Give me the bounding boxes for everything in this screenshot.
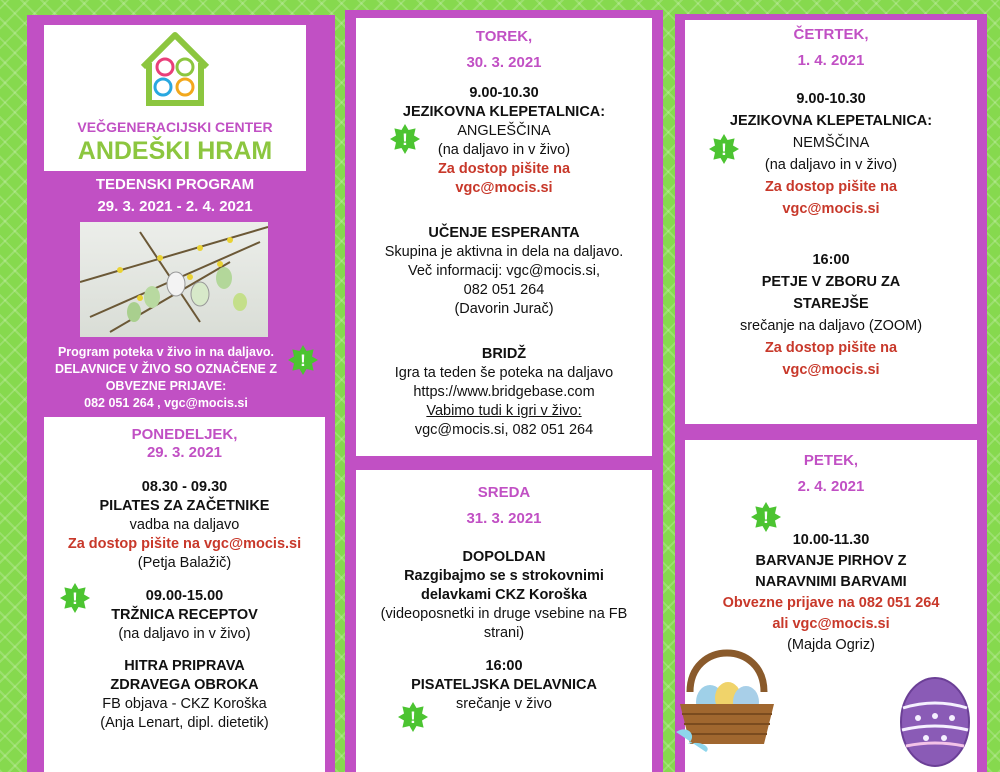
- monday-e3-person: (Anja Lenart, dipl. dietetik): [100, 715, 269, 731]
- monday-card: [44, 417, 325, 772]
- monday-e1-title: PILATES ZA ZAČETNIKE: [99, 498, 270, 514]
- notice-line4: 082 051 264 , vgc@mocis.si: [84, 396, 248, 410]
- house-logo-icon: [135, 29, 215, 109]
- tuesday-e3-line3: Vabimo tudi k igri v živo:: [426, 403, 582, 419]
- monday-e3-title1: HITRA PRIPRAVA: [124, 658, 245, 674]
- friday-date: 2. 4. 2021: [797, 478, 865, 495]
- svg-text:!: !: [410, 708, 416, 727]
- exclamation-burst-icon: [60, 583, 90, 613]
- thursday-e2-contact1: Za dostop pišite na: [764, 340, 898, 356]
- tuesday-e1-contact1: Za dostop pišite na: [437, 161, 571, 177]
- wednesday-e2-time: 16:00: [485, 658, 523, 674]
- wednesday-e1-title2: Razgibajmo se s strokovnimi: [404, 568, 604, 584]
- thursday-card: [685, 20, 977, 424]
- friday-e1-contact1: Obvezne prijave na 082 051 264: [722, 595, 940, 611]
- thursday-e2-contact2: vgc@mocis.si: [782, 362, 880, 378]
- tuesday-e2-line1: Skupina je aktivna in dela na daljavo.: [384, 244, 624, 260]
- wednesday-e1-desc1: (videoposnetki in druge vsebine na FB: [380, 606, 628, 622]
- tuesday-e3-line1: Igra ta teden še poteka na daljavo: [394, 365, 614, 381]
- monday-e1-desc: vadba na daljavo: [129, 517, 240, 533]
- thursday-e1-desc: (na daljavo in v živo): [764, 157, 898, 173]
- svg-text:!: !: [402, 130, 408, 149]
- thursday-e2-desc: srečanje na daljavo (ZOOM): [739, 318, 923, 334]
- friday-e1-title2: NARAVNIMI BARVAMI: [755, 574, 907, 590]
- svg-text:!: !: [721, 140, 727, 159]
- notice-line2: DELAVNICE V ŽIVO SO OZNAČENE Z: [54, 362, 277, 376]
- friday-e1-time: 10.00-11.30: [792, 532, 870, 548]
- friday-e1-contact2: ali vgc@mocis.si: [772, 616, 890, 632]
- wednesday-e2-title: PISATELJSKA DELAVNICA: [411, 677, 597, 693]
- tuesday-e2-line3: 082 051 264: [463, 282, 545, 298]
- monday-e1-person: (Petja Balažič): [137, 555, 232, 571]
- monday-e3-desc: FB objava - CKZ Koroška: [102, 696, 267, 712]
- thursday-e1-title: JEZIKOVNA KLEPETALNICA:: [729, 113, 933, 129]
- monday-day: PONEDELJEK,: [131, 426, 238, 443]
- tuesday-e1-lang: ANGLEŠČINA: [457, 123, 551, 139]
- thursday-e2-time: 16:00: [812, 252, 850, 268]
- program-dates: 29. 3. 2021 - 2. 4. 2021: [97, 198, 253, 215]
- easter-basket-icon: [672, 632, 782, 752]
- thursday-e2-title2: STAREJŠE: [793, 296, 869, 312]
- tuesday-e3-line2: https://www.bridgebase.com: [413, 384, 595, 400]
- thursday-e1-time: 9.00-10.30: [796, 91, 866, 107]
- tuesday-e1-contact2: vgc@mocis.si: [455, 180, 553, 196]
- monday-e2-desc: (na daljavo in v živo): [118, 626, 251, 642]
- thursday-e2-title1: PETJE V ZBORU ZA: [761, 274, 901, 290]
- exclamation-burst-icon: [288, 345, 318, 375]
- easter-branch-photo: [80, 222, 268, 337]
- svg-text:!: !: [763, 508, 769, 527]
- wednesday-date: 31. 3. 2021: [466, 510, 542, 527]
- tuesday-e1-time: 9.00-10.30: [469, 85, 539, 101]
- tuesday-e1-title: JEZIKOVNA KLEPETALNICA:: [402, 104, 606, 120]
- svg-text:!: !: [72, 589, 78, 608]
- friday-e1-person: (Majda Ogriz): [787, 637, 875, 653]
- logo-card: [44, 25, 306, 171]
- wednesday-e2-desc: srečanje v živo: [456, 696, 552, 712]
- tuesday-e3-title: BRIDŽ: [481, 346, 527, 362]
- tuesday-day: TOREK,: [475, 28, 533, 45]
- thursday-day: ČETRTEK,: [793, 26, 869, 43]
- exclamation-burst-icon: [398, 702, 428, 732]
- monday-e3-title2: ZDRAVEGA OBROKA: [110, 677, 259, 693]
- friday-e1-title1: BARVANJE PIRHOV Z: [755, 553, 907, 569]
- decorated-egg-icon: [898, 668, 972, 768]
- thursday-date: 1. 4. 2021: [797, 52, 865, 69]
- tuesday-e1-desc: (na daljavo in v živo): [437, 142, 571, 158]
- monday-e2-title: TRŽNICA RECEPTOV: [111, 607, 258, 623]
- wednesday-day: SREDA: [477, 484, 531, 501]
- monday-e2-time: 09.00-15.00: [145, 588, 224, 604]
- center-name-line2: ANDEŠKI HRAM: [77, 137, 273, 165]
- monday-e1-contact: Za dostop pišite na vgc@mocis.si: [67, 536, 302, 552]
- wednesday-e1-title1: DOPOLDAN: [462, 549, 546, 565]
- tuesday-e2-title: UČENJE ESPERANTA: [428, 225, 580, 241]
- tuesday-card: [356, 18, 652, 456]
- svg-text:!: !: [300, 351, 306, 370]
- tuesday-date: 30. 3. 2021: [466, 54, 542, 71]
- center-name-line1: VEČGENERACIJSKI CENTER: [77, 119, 273, 135]
- wednesday-card: [356, 470, 652, 772]
- exclamation-burst-icon: [751, 502, 781, 532]
- wednesday-e1-title3: delavkami CKZ Koroška: [420, 587, 587, 603]
- exclamation-burst-icon: [390, 124, 420, 154]
- wednesday-e1-desc2: strani): [483, 625, 525, 641]
- thursday-e1-contact1: Za dostop pišite na: [764, 179, 898, 195]
- monday-date: 29. 3. 2021: [146, 444, 223, 461]
- thursday-e1-contact2: vgc@mocis.si: [782, 201, 880, 217]
- friday-day: PETEK,: [803, 452, 859, 469]
- tuesday-e2-person: (Davorin Jurač): [454, 301, 554, 317]
- notice-line1: Program poteka v živo in na daljavo.: [57, 345, 275, 359]
- exclamation-burst-icon: [709, 134, 739, 164]
- tuesday-e2-line2: Več informacij: vgc@mocis.si,: [408, 263, 600, 279]
- tuesday-e3-line4: vgc@mocis.si, 082 051 264: [414, 422, 594, 438]
- thursday-e1-lang: NEMŠČINA: [792, 135, 870, 151]
- program-title: TEDENSKI PROGRAM: [95, 176, 255, 193]
- monday-e1-time: 08.30 - 09.30: [141, 479, 228, 495]
- notice-line3: OBVEZNE PRIJAVE:: [105, 379, 227, 393]
